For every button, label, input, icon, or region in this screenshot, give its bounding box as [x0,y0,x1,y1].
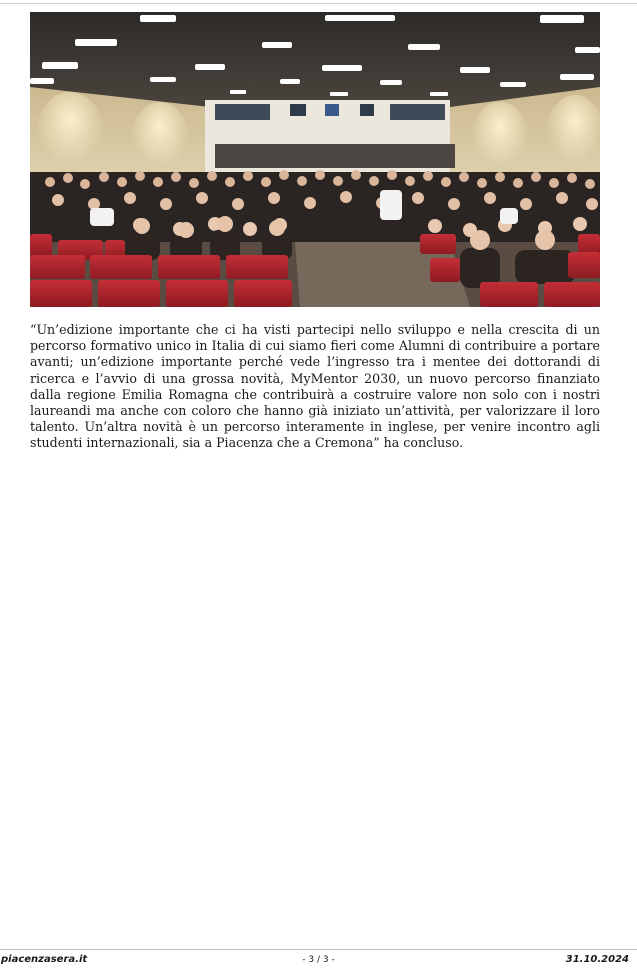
footer-source: piacenzasera.it [1,954,88,965]
footer-date: 31.10.2024 [565,954,629,965]
top-rule [0,3,637,4]
footer-page-number: - 3 / 3 - [302,955,335,965]
page-footer [0,953,637,969]
article-paragraph: “Un’edizione importante che ci ha visti partecipi nello sviluppo e nella crescita di un percorso formativo unico in Italia di cui siamo fieri come Alumni di contribuire a portare avanti; un’edizione importante perché vede l’ingresso tra i mentee dei dottorandi di ricerca e l’avvio di una grossa novità, MyMentor 2030, un nuovo percorso finanziato dalla regione Emilia Romagna che contribuirà a costruire valore non solo con i nostri laureandi ma anche con coloro che hanno già iniziato un’attività, per valorizzare il loro talento. Un’altra novità è un percorso interamente in inglese, per venire incontro agli studenti internazionali, sia a Piacenza che a Cremona” ha concluso. [30,322,600,451]
footer-rule [0,949,637,950]
group-photo-image [30,12,600,307]
article-photo [30,12,600,307]
